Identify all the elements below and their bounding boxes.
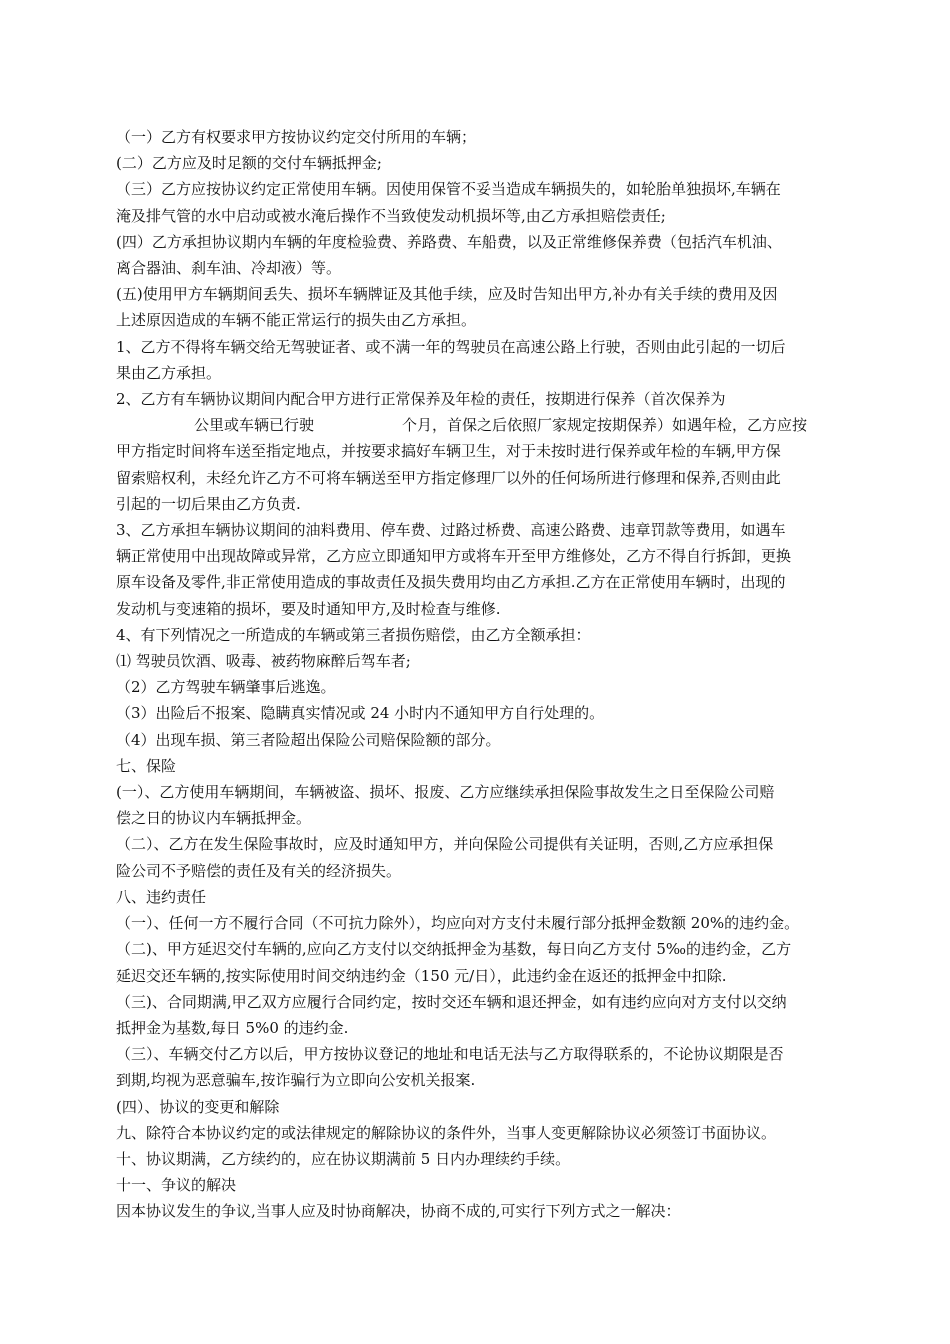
document-line: （一）乙方有权要求甲方按协议约定交付所用的车辆；	[116, 128, 477, 146]
document-line: 偿之日的协议内车辆抵押金。	[116, 809, 312, 828]
document-line: 4、有下列情况之一所造成的车辆或第三者损伤赔偿，由乙方全额承担：	[116, 625, 591, 644]
document-line: （3）出险后不报案、隐瞒真实情况或 24 小时内不通知甲方自行处理的。	[116, 704, 605, 723]
document-line: 延迟交还车辆的,按实际使用时间交纳违约金（150 元/日），此违约金在返还的抵押金中扣除.	[116, 966, 727, 985]
document-line: 十、协议期满，乙方续约的，应在协议期满前 5 日内办理续约手续。	[116, 1149, 571, 1168]
document-line: 八、违约责任	[116, 887, 207, 906]
document-line: 险公司不予赔偿的责任及有关的经济损失。	[116, 861, 402, 880]
document-line: 原车设备及零件,非正常使用造成的事故责任及损失费用均由乙方承担.乙方在正常使用车辆时，出现的	[116, 573, 786, 592]
document-line: （三）乙方应按协议约定正常使用车辆。因使用保管不妥当造成车辆损失的，如轮胎单独损坏,车辆在	[116, 180, 781, 199]
document-line: (四）、协议的变更和解除	[116, 1097, 280, 1116]
line-text: 公里或车辆已行驶	[194, 416, 315, 435]
document-line: 1、乙方不得将车辆交给无驾驶证者、或不满一年的驾驶员在高速公路上行驶，否则由此引起的一切后	[116, 337, 786, 356]
document-line: 离合器油、刹车油、冷却液）等。	[116, 259, 342, 278]
document-line: ⑴ 驾驶员饮酒、吸毒、被药物麻醉后驾车者;	[116, 652, 411, 671]
document-line: 2、乙方有车辆协议期间内配合甲方进行正常保养及年检的责任，按期进行保养（首次保养为	[116, 390, 726, 409]
document-line: 九、除符合本协议约定的或法律规定的解除协议的条件外，当事人变更解除协议必须签订书面协议。	[116, 1123, 777, 1142]
document-line: （4）出现车损、第三者险超出保险公司赔保险额的部分。	[116, 730, 501, 749]
document-line: 淹及排气管的水中启动或被水淹后操作不当致使发动机损坏等,由乙方承担赔偿责任;	[116, 206, 666, 225]
document-line: (五)使用甲方车辆期间丢失、损坏车辆牌证及其他手续，应及时告知出甲方,补办有关手续的费用及因	[116, 285, 778, 304]
document-line: （二)、甲方延迟交付车辆的,应向乙方支付以交纳抵押金为基数，每日向乙方支付 5‰的违约金，乙方	[116, 940, 792, 959]
document-line: 3、乙方承担车辆协议期间的油料费用、停车费、过路过桥费、高速公路费、违章罚款等费用，如遇车	[116, 521, 786, 540]
document-line: 果由乙方承担。	[116, 363, 222, 382]
document-line: 抵押金为基数,每日 5%0 的违约金.	[116, 1018, 349, 1037]
document-body	[116, 124, 886, 1225]
document-line: （一）、任何一方不履行合同（不可抗力除外），均应向对方支付未履行部分抵押金数额 20%的违约金。	[116, 914, 800, 933]
document-line: 十一、争议的解决	[116, 1176, 237, 1195]
document-line: (二）乙方应及时足额的交付车辆抵押金;	[116, 154, 382, 173]
document-line: 留索赔权利，未经允许乙方不可将车辆送至甲方指定修理厂以外的任何场所进行修理和保养,否则由此	[116, 468, 781, 487]
line-text: 个月，首保之后依照厂家规定按期保养）如遇年检，乙方应按	[402, 416, 808, 435]
document-line: （三）、车辆交付乙方以后，甲方按协议登记的地址和电话无法与乙方取得联系的，不论协议期限是否	[116, 1045, 784, 1064]
document-line: 发动机与变速箱的损坏，要及时通知甲方,及时检查与维修.	[116, 599, 501, 618]
document-line: （2）乙方驾驶车辆肇事后逃逸。	[116, 678, 336, 697]
document-line: 甲方指定时间将车送至指定地点，并按要求搞好车辆卫生，对于未按时进行保养或年检的车辆,甲方保	[116, 442, 781, 461]
document-line: （二）、乙方在发生保险事故时，应及时通知甲方，并向保险公司提供有关证明，否则,乙方应承担保	[116, 835, 774, 854]
document-line: 因本协议发生的争议,当事人应及时协商解决，协商不成的,可实行下列方式之一解决：	[116, 1202, 681, 1221]
document-line: 辆正常使用中出现故障或异常，乙方应立即通知甲方或将车开至甲方维修处，乙方不得自行拆卸，更换	[116, 547, 792, 566]
document-line: （三)、合同期满,甲乙双方应履行合同约定，按时交还车辆和退还押金，如有违约应向对方支付以交纳	[116, 992, 787, 1011]
document-line: (一）、乙方使用车辆期间，车辆被盗、损坏、报废、乙方应继续承担保险事故发生之日至保险公司赔	[116, 783, 775, 802]
document-line: 七、保险	[116, 756, 177, 775]
document-line: 上述原因造成的车辆不能正常运行的损失由乙方承担。	[116, 311, 477, 330]
document-line: 引起的一切后果由乙方负责.	[116, 494, 301, 513]
document-line: 到期,均视为恶意骗车,按诈骗行为立即向公安机关报案.	[116, 1071, 476, 1090]
document-line	[116, 412, 886, 438]
document-line: (四）乙方承担协议期内车辆的年度检验费、养路费、车船费，以及正常维修保养费（包括汽车机油、	[116, 232, 782, 251]
